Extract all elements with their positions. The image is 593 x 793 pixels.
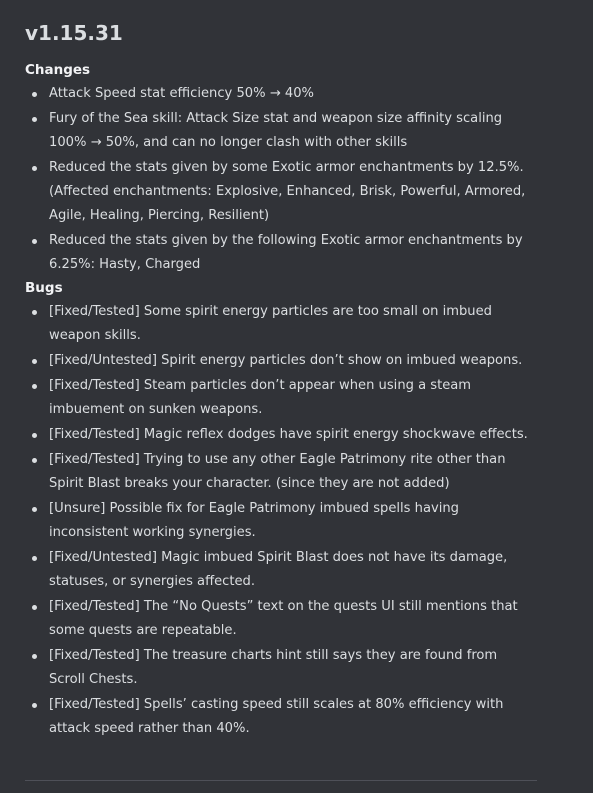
bullet-icon bbox=[32, 359, 37, 364]
list-item bbox=[25, 349, 534, 373]
list-item bbox=[25, 107, 534, 155]
bullet-icon bbox=[32, 507, 37, 512]
list-item bbox=[25, 374, 534, 422]
bullet-icon bbox=[32, 433, 37, 438]
list-item-text: Reduced the stats given by the following Exotic armor enchantments by 6.25%: Hasty, Charged bbox=[49, 233, 523, 272]
bugs-heading: Bugs bbox=[25, 280, 63, 296]
list-item bbox=[25, 300, 534, 348]
list-item bbox=[25, 448, 534, 496]
bullet-icon bbox=[32, 458, 37, 463]
bullet-icon bbox=[32, 117, 37, 122]
list-item bbox=[25, 546, 534, 594]
list-item bbox=[25, 423, 534, 447]
list-item-text: [Fixed/Tested] The treasure charts hint still says they are found from Scroll Chests. bbox=[49, 648, 498, 687]
changes-heading: Changes bbox=[25, 62, 91, 78]
bullet-icon bbox=[32, 703, 37, 708]
list-item-text: [Fixed/Tested] The “No Quests” text on the quests UI still mentions that some quests are repeatable. bbox=[49, 599, 518, 638]
list-item-text: [Fixed/Tested] Steam particles don’t appear when using a steam imbuement on sunken weapons. bbox=[49, 378, 472, 417]
bullet-icon bbox=[32, 92, 37, 97]
section-divider bbox=[25, 780, 537, 781]
list-item bbox=[25, 156, 534, 228]
list-item bbox=[25, 229, 534, 277]
bullet-icon bbox=[32, 310, 37, 315]
bullet-icon bbox=[32, 384, 37, 389]
list-item bbox=[25, 497, 534, 545]
list-item bbox=[25, 82, 534, 106]
version-title: v1.15.31 bbox=[25, 21, 123, 45]
bugs-list bbox=[25, 300, 573, 741]
list-item bbox=[25, 693, 534, 741]
list-item-text: Reduced the stats given by some Exotic armor enchantments by 12.5%. (Affected enchantments: Explosive, Enhanced, Brisk, Powerful, Armored, Agile, Healing, Piercing, Resilient) bbox=[49, 160, 526, 223]
bullet-icon bbox=[32, 239, 37, 244]
bullet-icon bbox=[32, 166, 37, 171]
bullet-icon bbox=[32, 654, 37, 659]
list-item-text: Fury of the Sea skill: Attack Size stat and weapon size affinity scaling 100% → 50%, and can no longer clash with other skills bbox=[49, 111, 503, 150]
list-item-text: [Unsure] Possible fix for Eagle Patrimony imbued spells having inconsistent working synergies. bbox=[49, 501, 459, 540]
list-item-text: [Fixed/Untested] Spirit energy particles don’t show on imbued weapons. bbox=[49, 353, 523, 368]
list-item-text: [Fixed/Tested] Some spirit energy particles are too small on imbued weapon skills. bbox=[49, 304, 492, 343]
list-item-text: Attack Speed stat efficiency 50% → 40% bbox=[49, 86, 314, 101]
list-item-text: [Fixed/Tested] Spells’ casting speed still scales at 80% efficiency with attack speed rather than 40%. bbox=[49, 697, 504, 736]
bullet-icon bbox=[32, 605, 37, 610]
list-item-text: [Fixed/Tested] Trying to use any other Eagle Patrimony rite other than Spirit Blast breaks your character. (since they are not added) bbox=[49, 452, 506, 491]
changes-list bbox=[25, 82, 573, 277]
list-item bbox=[25, 644, 534, 692]
list-item bbox=[25, 595, 534, 643]
list-item-text: [Fixed/Tested] Magic reflex dodges have spirit energy shockwave effects. bbox=[49, 427, 528, 442]
list-item-text: [Fixed/Untested] Magic imbued Spirit Blast does not have its damage, statuses, or synergies affected. bbox=[49, 550, 508, 589]
bullet-icon bbox=[32, 556, 37, 561]
